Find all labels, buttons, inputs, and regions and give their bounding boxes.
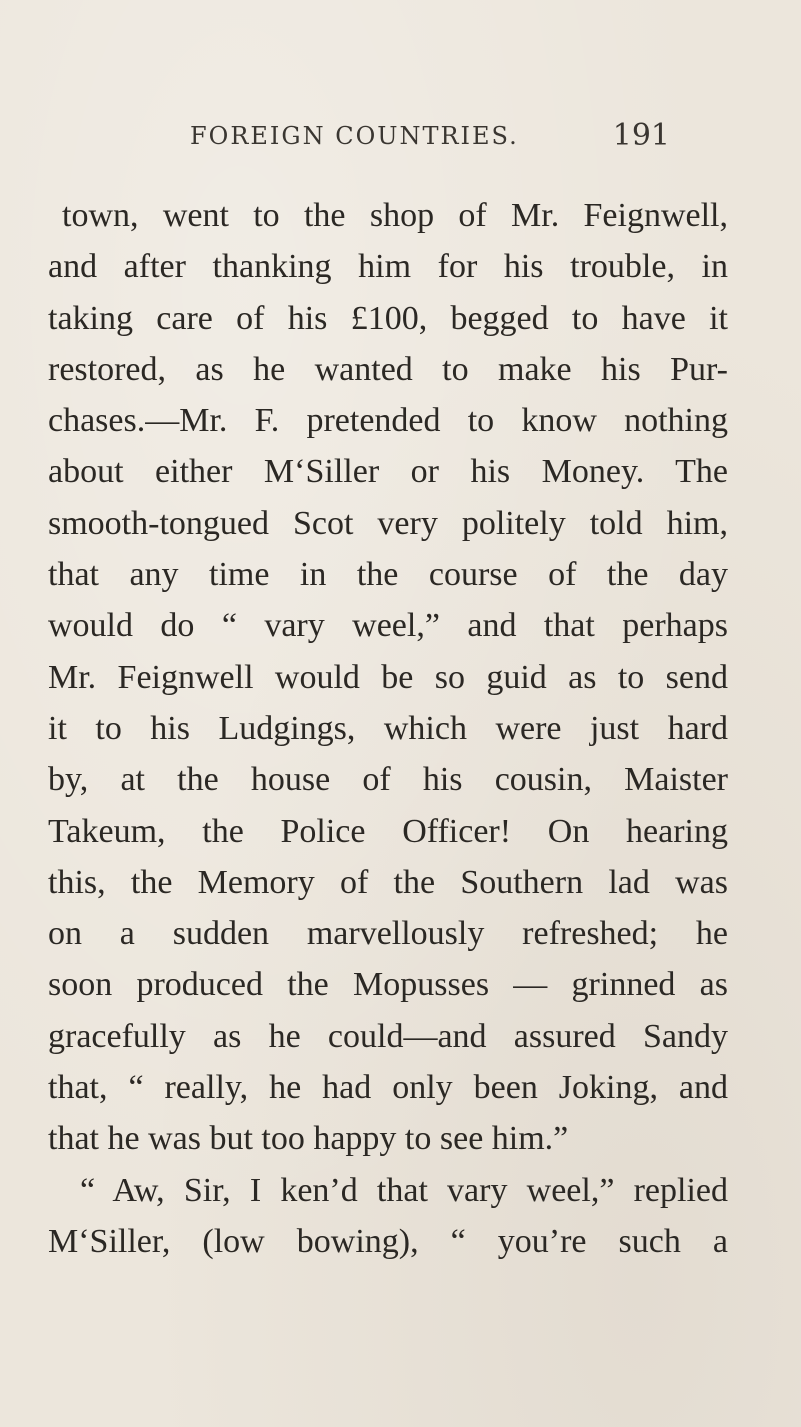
text-line: would do “ vary weel,” and that perhaps	[48, 607, 728, 645]
text-line: that, “ really, he had only been Joking, and	[48, 1069, 728, 1107]
text-line: restored, as he wanted to make his Pur-	[48, 350, 728, 388]
text-line: smooth-tongued Scot very politely told him,	[48, 504, 728, 542]
text-line: chases.—Mr. F. pretended to know nothing	[48, 402, 728, 440]
text-line: that any time in the course of the day	[48, 556, 728, 594]
body-text	[48, 190, 728, 1267]
text-line: this, the Memory of the Southern lad was	[48, 863, 728, 901]
text-line: it to his Ludgings, which were just hard	[48, 709, 728, 747]
page-number: 191	[612, 118, 670, 153]
text-line: Mr. Feignwell would be so guid as to send	[48, 658, 728, 696]
page-header	[190, 118, 670, 158]
text-line: by, at the house of his cousin, Maister	[48, 761, 728, 799]
text-line: Takeum, the Police Officer! On hearing	[48, 812, 728, 850]
running-title: FOREIGN COUNTRIES.	[190, 122, 519, 150]
text-line: and after thanking him for his trouble, in	[48, 248, 728, 286]
text-line: “ Aw, Sir, I ken’d that vary weel,” replied	[80, 1171, 728, 1209]
text-line: town, went to the shop of Mr. Feignwell,	[62, 197, 728, 234]
text-line: gracefully as he could—and assured Sandy	[48, 1017, 728, 1055]
text-line: M‘Siller, (low bowing), “ you’re such a	[48, 1222, 728, 1260]
text-line: about either M‘Siller or his Money. The	[48, 453, 728, 491]
text-line: that he was but too happy to see him.”	[48, 1120, 569, 1158]
text-line: taking care of his £100, begged to have it	[48, 299, 728, 337]
text-line: soon produced the Mopusses — grinned as	[48, 966, 728, 1004]
text-line: on a sudden marvellously refreshed; he	[48, 915, 728, 953]
